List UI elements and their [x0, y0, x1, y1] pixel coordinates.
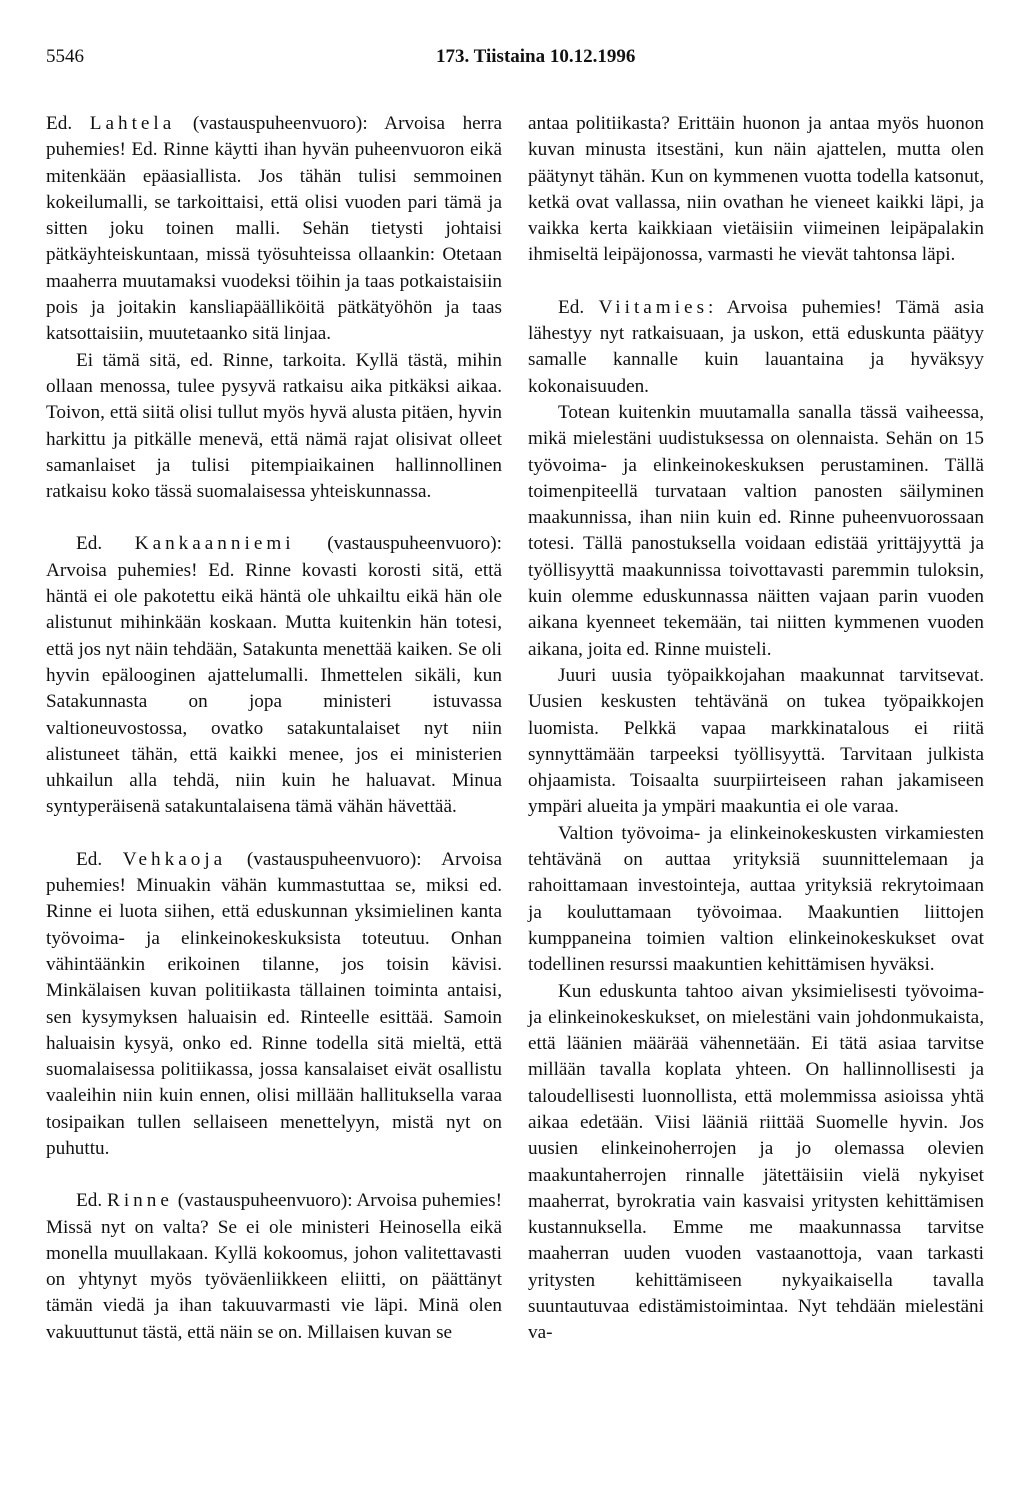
paragraph: Totean kuitenkin muutamalla sanalla tässä vaiheessa, mikä mielestäni uudistuksessa on olennaista. Sehän on 15 työvoima- ja elinkeinokeskuksen perustaminen. Tällä toimenpiteellä turvataan valtion panosten säilyminen maakunnissa, ihan niin kuin ed. Rinne puheenvuorossaan totesi. Tällä panostuksella voidaan edistää yrittäjyyttä ja työllisyyttä maakunnissa toivottavasti paremmin tuloksin, kuin olemme eduskunnassa näitten vajaan parin vuoden aikana kyenneet tekemään, tai niitten kymmenen vuoden aikana, joita ed. Rinne muisteli.	[528, 401, 984, 660]
page-header	[46, 46, 976, 76]
right-column	[528, 111, 984, 1347]
paragraph: Valtion työvoima- ja elinkeinokeskusten virkamiesten tehtävänä on auttaa yrityksiä suunnittelemaan ja rahoittamaan investointeja, auttaa yrityksiä rekrytoimaan ja kouluttamaan työvoimaa. Maakuntien liittojen kumppaneina toimien valtion elinkeinokeskukset ovat todellinen resurssi maakuntien kehittämisen hyväksi.	[528, 822, 984, 976]
speaker-name: Lahtela	[89, 113, 176, 134]
paragraph: Ei tämä sitä, ed. Rinne, tarkoita. Kyllä tästä, mihin ollaan menossa, tulee pysyvä ratkaisu aika pitkäksi aikaa. Toivon, että siitä olisi tullut myös hyvä alusta pitäen, hyvin harkittu ja pitkälle menevä, että nämä rajat olisivat olleet samanlaiset ja tulisi pitempiaikainen hallinnollinen ratkaisu koko tässä suomalaisessa yhteiskunnassa.	[46, 349, 502, 503]
speaker-name: Kankaanniemi	[134, 533, 295, 555]
speech-vehkaoja: Ed. Vehkaoja (vastauspuheenvuoro): Arvoisa puhemies! Minuakin vähän kummastuttaa se, miksi ed. Rinne ei luota siihen, että eduskunnan yksimielinen kanta työvoima- ja elinkeinokeskuksista toteutuu. Onhan vähintäänkin erikoinen tilanne, jos toisin kävisi. Minkälaisen kuvan politiikasta tällainen toiminta antaisi, sen kysymyksen haluaisin ed. Rinteelle esittää. Samoin haluaisin kysyä, onko ed. Rinne todella sitä mieltä, että suomalaisessa politiikassa, jossa kansalaiset eivät osallistu vaaleihin niin kuin ennen, olisi millään hallituksella varaa tosipaikan tullen sellaiseen menettelyyn, mistä nyt on puhuttu.	[46, 848, 502, 1159]
paragraph-continued: antaa politiikasta? Erittäin huonon ja antaa myös huonon kuvan minusta itsestäni, kun näin ajattelen, mutta olen päätynyt tähän. Kun on kymmenen vuotta todella katsonut, ketkä ovat vallassa, niin ovathan he vieneet kaikki läpi, ja vaikka kerta kaikkiaan vietäisiin viimeinen leipäpalakin ihmiseltä leipäjonossa, varmasti he vievät tahtonsa läpi.	[528, 113, 984, 266]
paragraph: Kun eduskunta tahtoo aivan yksimielisesti työvoima- ja elinkeinokeskukset, on mielestäni vain johdonmukaista, että läänien määrää vähennetään. Ei tätä asiaa tarvitse millään tavalla koplata yhteen. On hallinnollisesti ja taloudellisesti luonnollista, että molemmissa asioissa yhtä aikaa edetään. Viisi lääniä riittää Suomelle hyvin. Jos uusien elinkeinoherrojen ja jo olemassa olevien maakuntaherrojen rinnalle jätettäisiin vielä nykyiset maaherrat, byrokratia vain kasvaisi yritysten kehittämisen kustannuksella. Emme me maakunnassa tarvitse maaherran uuden vuoden vastaanottoja, vaan tarkasti yritysten kehittämiseen nykyaikaisella tavalla suuntautuvaa edistämistoimintaa. Nyt tehdään mielestäni va-	[528, 980, 984, 1344]
speech-viitamies: Ed. Viitamies: Arvoisa puhemies! Tämä asia lähestyy nyt ratkaisuaan, ja uskon, että eduskunta päätyy samalle kannalle kuin lauantaina ja hyväksyy kokonaisuuden.	[528, 296, 984, 397]
speech-lahtela: Ed. Lahtela (vastauspuheenvuoro): Arvoisa herra puhemies! Ed. Rinne käytti ihan hyvän puheenvuoron eikä mitenkään epäasiallista. Jos tähän tulisi semmoinen kokeilumalli, se tarkoittaisi, että olisi vuoden pari tämä ja sitten joku toinen malli. Sehän tietysti johtaisi pätkäyhteiskuntaan, missä työsuhteissa ollaankin: Otetaan maaherra muutamaksi vuodeksi töihin ja taas potkaistaisiin pois ja joitakin kansliapäälliköitä pätkätyöhön ja taas katsottaisiin, muutetaanko sitä linjaa.	[46, 113, 502, 345]
page-number: 5546	[46, 46, 84, 67]
speech-rinne: Ed. Rinne (vastauspuheenvuoro): Arvoisa puhemies! Missä nyt on valta? Se ei ole ministeri Heinosella eikä monella muullakaan. Kyllä kokoomus, johon valitettavasti on yhtynyt myös työväenliikkeen eliitti, on päättänyt tämän viedä ja ihan takuuvarmasti vie läpi. Minä olen vakuuttunut tästä, että näin se on. Millaisen kuvan se	[46, 1190, 502, 1343]
paragraph: Juuri uusia työpaikkojahan maakunnat tarvitsevat. Uusien keskusten tehtävänä on tukea työpaikkojen luomista. Pelkkä vapaa markkinatalous ei riitä synnyttämään tarpeeksi työllisyyttä. Tarvitaan julkista ohjaamista. Toisaalta suurpiirteiseen rahan jakamiseen ympäri alueita ja ympäri maakuntia ei ole varaa.	[528, 664, 984, 818]
left-column	[46, 111, 502, 1346]
speech-kankaanniemi: Ed. Kankaanniemi (vastauspuheenvuoro): Arvoisa puhemies! Ed. Rinne kovasti korosti sitä, että häntä ei ole pakotettu eikä häntä ole uhkailtu eikä hän ole alistunut mihinkään koskaan. Mutta kuitenkin hän totesi, että jos nyt näin tehdään, Satakunta menettää kaiken. Se oli hyvin epälooginen ajattelumalli. Ihmettelen sikäli, kun Satakunnasta on jopa ministeri istuvassa valtioneuvostossa, ovatko satakuntalaiset nyt niin alistuneet tähän, että kaikki menee, jos ei ministerien uhkailun alla tehdä, niin kuin he haluavat. Minua syntyperäisenä satakuntalaisena tämä vähän hävettää.	[46, 533, 502, 818]
speaker-name: Vehkaoja	[122, 848, 227, 870]
speaker-name: Viitamies	[598, 296, 709, 318]
session-info: 173. Tiistaina 10.12.1996	[436, 46, 636, 67]
speaker-name: Rinne	[107, 1190, 173, 1212]
